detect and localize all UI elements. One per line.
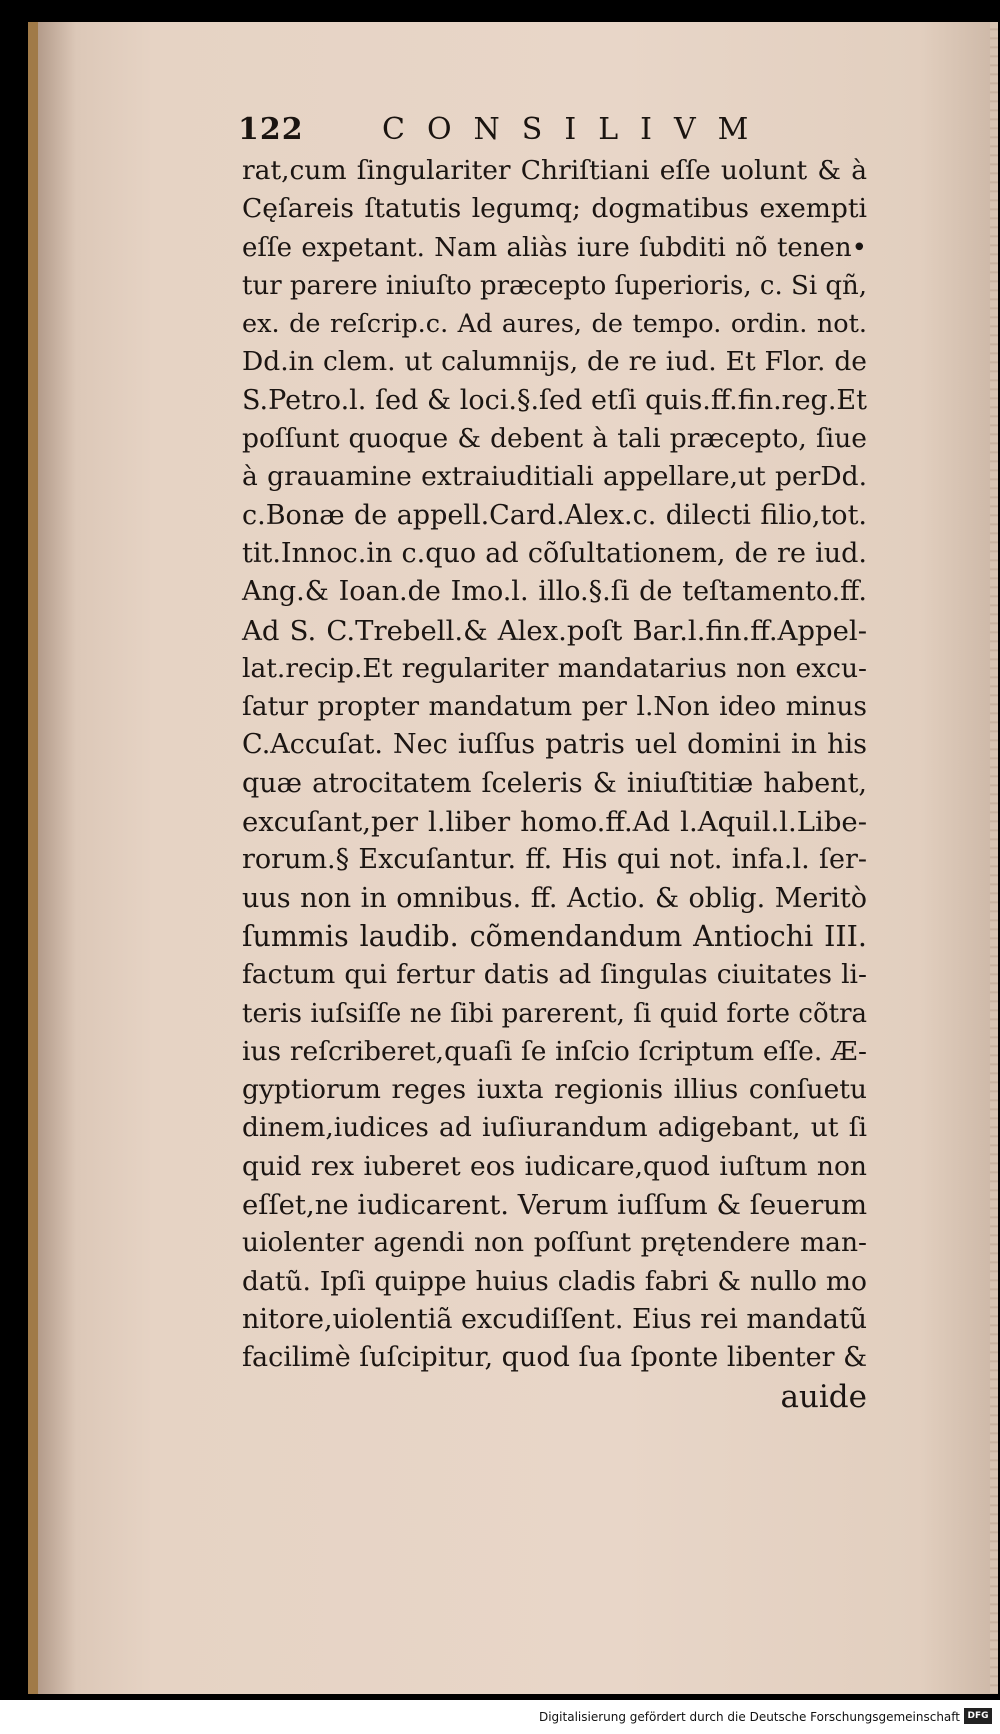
text-line: tur parere iniuſto præcepto ſuperioris, c. Si qñ, xyxy=(242,270,868,301)
body-text xyxy=(242,152,867,1416)
text-line: uus non in omnibus. ff. Actio. & oblig. Meritò xyxy=(242,882,867,914)
text-line: à grauamine extraiuditiali appellare,ut perDd. xyxy=(242,461,867,493)
running-title: CONSILIVM xyxy=(382,112,771,147)
catchword: auide xyxy=(780,1378,867,1415)
text-line: quæ atrocitatem ſceleris & iniuſtitiæ habent, xyxy=(242,767,867,799)
text-line: nitore,uiolentiã excudiſſent. Eius rei mandatũ xyxy=(242,1303,868,1335)
text-line: rorum.§ Excuſantur. ff. His qui not. infa.l. ſer- xyxy=(242,844,867,876)
text-line: datũ. Ipſi quippe huius cladis fabri & nullo mo xyxy=(242,1265,867,1297)
text-line: Dd.in clem. ut calumnijs, de re iud. Et Flor. de xyxy=(242,346,867,378)
text-line: factum qui fertur datis ad ſingulas ciuitates li- xyxy=(242,959,867,991)
text-line: C.Accuſat. Nec iuſſus patris uel domini in his xyxy=(242,729,867,761)
text-line: eſſe expetant. Nam aliàs iure ſubditi nõ tenen• xyxy=(242,232,867,263)
text-line: poſſunt quoque & debent à tali præcepto, ſiue xyxy=(242,423,867,455)
funding-credit: Digitalisierung gefördert durch die Deutsche Forschungsgemeinschaft xyxy=(538,1710,960,1724)
text-line: ſatur propter mandatum per l.Non ideo minus xyxy=(242,691,867,723)
text-line: S.Petro.l. ſed & loci.§.ſed etſi quis.ff.fin.reg.Et xyxy=(242,384,867,416)
text-line: facilimè ſuſcipitur, quod ſua ſponte libenter & xyxy=(242,1342,868,1374)
text-line: gyptiorum reges iuxta regionis illius conſuetu xyxy=(242,1074,867,1106)
text-line: excuſant,per l.liber homo.ff.Ad l.Aquil.l.Libe- xyxy=(242,806,867,839)
text-line: uiolenter agendi non poſſunt prętendere man- xyxy=(242,1227,867,1259)
text-line: dinem,iudices ad iuſiurandum adigebant, ut ſi xyxy=(242,1112,867,1144)
text-line: tit.Innoc.in c.quo ad cõſultationem, de re iud. xyxy=(242,537,867,569)
text-line: eſſet,ne iudicarent. Verum iuſſum & ſeuerum xyxy=(242,1189,868,1222)
text-line: quid rex iuberet eos iudicare,quod iuſtum non xyxy=(242,1150,867,1182)
page-header xyxy=(238,112,878,152)
text-line: ex. de reſcrip.c. Ad aures, de tempo. ordin. not. xyxy=(242,309,867,340)
text-line: rat,cum ſingulariter Chriſtiani eſſe uolunt & à xyxy=(242,155,867,186)
dfg-logo-icon: DFG xyxy=(964,1708,992,1724)
text-line: Cęſareis ſtatutis legumq; dogmatibus exempti xyxy=(242,193,867,225)
text-line: lat.recip.Et regulariter mandatarius non excu- xyxy=(242,652,867,684)
text-line: Ad S. C.Trebell.& Alex.poſt Bar.l.fin.ff.Appel- xyxy=(242,614,867,647)
text-line: Ang.& Ioan.de Imo.l. illo.§.ſi de teſtamento.ff. xyxy=(242,576,867,608)
text-line: ſummis laudib. cõmendandum Antiochi III. xyxy=(242,919,867,953)
text-line: ius reſcriberet,quaſi ſe inſcio ſcriptum eſſe. Æ- xyxy=(242,1035,867,1067)
digitization-footer xyxy=(0,1700,1000,1734)
page-fore-edge xyxy=(990,22,998,1694)
page-number: 122 xyxy=(238,112,304,147)
text-line: c.Bonæ de appell.Card.Alex.c. dilecti filio,tot. xyxy=(242,499,867,531)
text-line: teris iuſsiſſe ne ſibi parerent, ſi quid forte cõtra xyxy=(242,998,867,1029)
